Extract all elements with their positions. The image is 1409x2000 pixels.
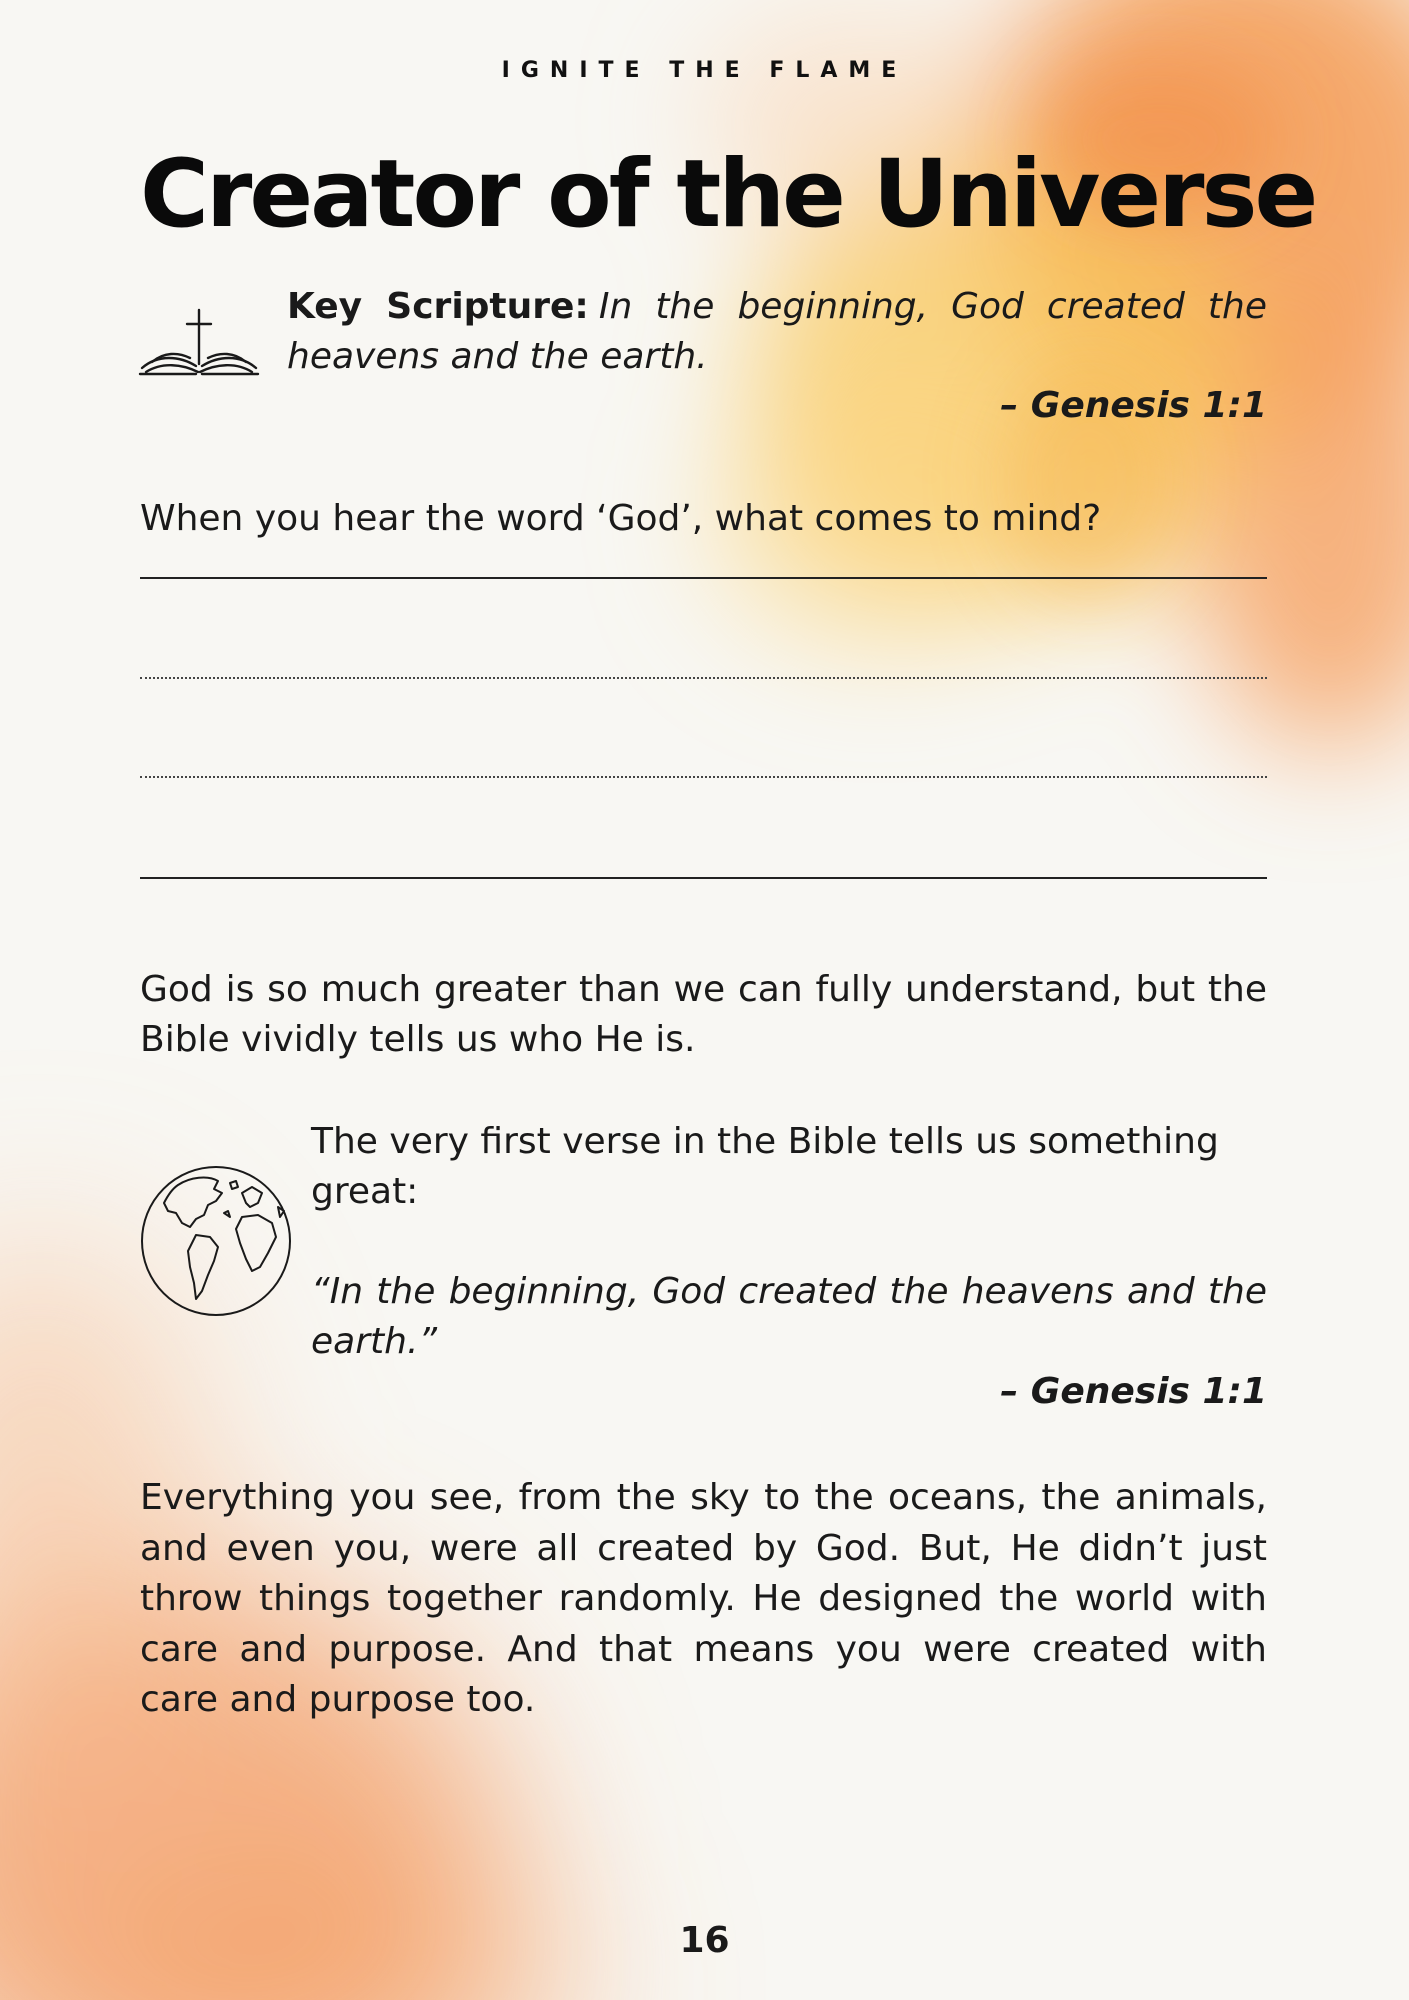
answer-line-dotted-1[interactable]	[140, 677, 1267, 679]
key-scripture-text: In the beginning, God created the heavens and the earth.	[287, 286, 1267, 377]
page-number: 16	[679, 1920, 730, 1961]
verse-intro: The very first verse in the Bible tells us something great:	[311, 1121, 1219, 1212]
verse-reference: – Genesis 1:1	[1000, 1371, 1267, 1412]
answer-line-solid-bottom[interactable]	[140, 877, 1267, 879]
verse-block	[311, 1117, 1267, 1417]
key-scripture-label: Key Scripture:	[287, 286, 589, 327]
globe-icon	[138, 1163, 294, 1319]
bible-cross-icon	[138, 306, 260, 378]
series-header: IGNITE THE FLAME	[501, 58, 908, 83]
key-scripture	[287, 282, 1267, 382]
key-scripture-reference: – Genesis 1:1	[1000, 385, 1267, 426]
reflection-question: When you hear the word ‘God’, what comes to mind?	[140, 498, 1102, 539]
verse-quote: “In the beginning, God created the heavens and the earth.”	[311, 1271, 1267, 1362]
page-title: Creator of the Universe	[140, 140, 1316, 249]
intro-paragraph: God is so much greater than we can fully understand, but the Bible vividly tells us who He is.	[140, 969, 1267, 1060]
answer-line-solid-top[interactable]	[140, 577, 1267, 579]
closing-paragraph: Everything you see, from the sky to the oceans, the animals, and even you, were all created by God. But, He didn’t just throw things together randomly. He designed the world with care and purpose. And that means you were created with care and purpose too.	[140, 1477, 1267, 1720]
answer-line-dotted-2[interactable]	[140, 776, 1267, 778]
